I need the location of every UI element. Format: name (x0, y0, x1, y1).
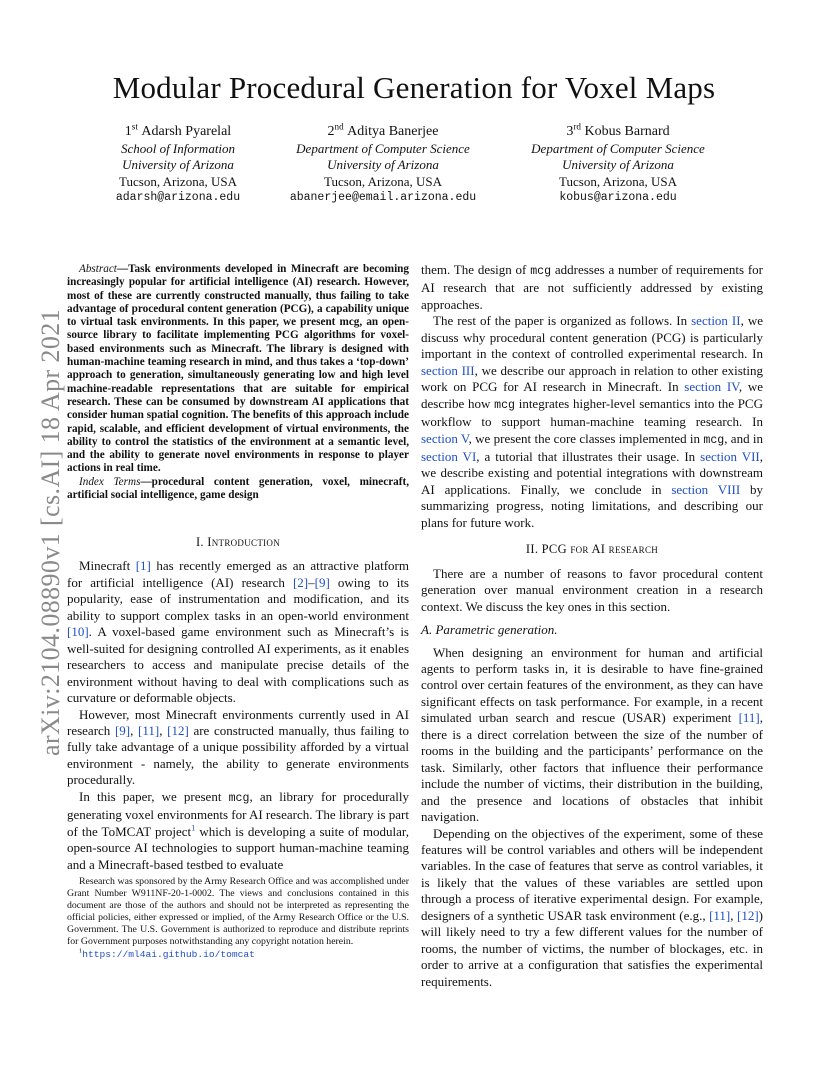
author-department: Department of Computer Science (531, 140, 705, 156)
subsection-heading: A. Parametric generation. (421, 622, 558, 638)
section-link[interactable]: section VI (421, 448, 477, 464)
paragraph (421, 645, 763, 826)
sponsor-note: Research was sponsored by the Army Research Office and was accomplished under Grant Number W911NF-20-1-0002. The views and conclusions contained in this document are those of the authors and should not be interpreted as representing the official policies, either expressed or implied, of the Army Research Office or the U.S. Government. The U.S. Government is authorized to reproduce and distribute reprints for Government purposes notwithstanding any copyright notation herein. (67, 876, 409, 947)
text-run: integrates higher-level semantics into the PCG workflow to support human-machine teaming research. In (421, 395, 763, 430)
author-ordinal: 3 (566, 124, 574, 139)
introduction-section (67, 534, 409, 873)
citation-link[interactable]: [12] (737, 907, 759, 923)
text-run: owing to its popularity, ease of instrumentation and modification, and its ability to support complex tasks in an open-world environment (67, 574, 409, 623)
author-department: School of Information (120, 140, 236, 156)
text-run: The rest of the paper is organized as follows. In (433, 313, 692, 329)
text-run: ) will likely need to try a few different values for the number of rooms, the number of victims, the number of blockages, etc. in order to arrive at a configuration that satisfies the experimental requirements. (421, 907, 764, 989)
footnote-url (67, 949, 409, 961)
author-location: Tucson, Arizona, USA (559, 173, 677, 189)
paragraph (421, 262, 763, 313)
abstract (67, 263, 409, 476)
text-run: , we describe our approach in relation to other existing work on PCG for AI research in Minecraft. In (421, 362, 764, 395)
author-block-1 (58, 121, 298, 207)
citation-link[interactable]: [9] (314, 574, 330, 590)
text-run: , (159, 722, 168, 738)
arxiv-identifier: arXiv:2104.08890v1 [cs.AI] 18 Apr 2021 (36, 308, 65, 756)
section-link[interactable]: section IV (684, 379, 739, 395)
text-run: addresses a number of requirements for AI research that are not sufficiently addressed by existing approaches. (421, 262, 763, 312)
author-ordinal-suffix: st (131, 121, 138, 132)
section-link[interactable]: section VIII (671, 481, 741, 497)
index-terms-label: Index Terms (79, 475, 141, 488)
abstract-section (67, 263, 409, 502)
text-run: When designing an environment for human and artificial agents to perform tasks in, it is desirable to have fine-grained control over certain features of the environment, as they can have significant effects on task performance. For example, in a recent simulated urban search and rescue (USAR) experiment (421, 644, 763, 726)
footnote-link[interactable]: https://ml4ai.github.io/tomcat (82, 949, 255, 960)
footnote-number: 1 (79, 947, 83, 955)
author-block-3 (498, 121, 738, 207)
citation-link[interactable]: [11] (709, 907, 731, 923)
citation-link[interactable]: [11] (138, 722, 160, 738)
text-run: are constructed manually, thus failing to fully take advantage of a unique possibility afforded by a virtual environment - namely, the ability to generate environments procedurally. (67, 722, 409, 788)
author-ordinal: 2 (327, 124, 335, 139)
text-run: , we discuss why procedural content generation (PCG) is particularly important in the context of controlled experimental research. In (421, 313, 763, 362)
section-link[interactable]: section V (421, 430, 469, 446)
paragraph (421, 313, 763, 531)
text-run: . A voxel-based game environment such as Minecraft’s is well-suited for designing controlled AI experiments, as it enables researchers to access and manipulate precise details of the environment without having to deal with complications such as curvature or deformable objects. (67, 624, 409, 706)
code-name: mcg (530, 265, 552, 278)
paragraph: There are a number of reasons to favor procedural content generation over manual environment creation in a research context. We discuss the key ones in this section. (421, 565, 763, 614)
text-run: , we describe how (421, 379, 763, 411)
text-run: , an library for procedurally generating voxel environments for AI research. The library is part of the ToMCAT project (67, 788, 409, 839)
text-run: , there is a direct correlation between the size of the number of rooms in the building and the participants’ performance on the task. Similarly, other factors that influence their performance include the number of victims, their distribution in the building, and the presence and locations of obstacles that inhibit navigation. (421, 710, 763, 825)
citation-link[interactable]: [10] (67, 624, 89, 640)
paper-title: Modular Procedural Generation for Voxel Maps (112, 70, 716, 105)
author-ordinal-suffix: nd (334, 121, 344, 132)
text-run: , we describe existing and potential integrations with downstream AI applications. Finally, we conclude in (421, 448, 763, 497)
section-link[interactable]: section III (421, 362, 475, 378)
author-name: Adarsh Pyarelal (141, 124, 232, 139)
text-run: , we present the core classes implemented in (468, 430, 704, 446)
footnote-marker[interactable]: 1 (191, 822, 196, 833)
text-run: Minecraft (79, 558, 136, 574)
author-university: University of Arizona (327, 157, 439, 172)
author-email: abanerjee@email.arizona.edu (289, 191, 477, 204)
citation-link[interactable]: [2] (292, 574, 309, 590)
citation-link[interactable]: [12] (167, 722, 189, 738)
text-run: – (308, 574, 315, 590)
text-run: Depending on the objectives of the experiment, some of these features will be control variables and others will be independent variables. In the case of features that serve as control variables, it is likely that the values of these variables are settled upon through a process of iterative experimental design. For example, designers of a synthetic USAR task environment (e.g., (421, 825, 763, 923)
author-university: University of Arizona (562, 157, 674, 172)
section-link[interactable]: section II (691, 313, 741, 329)
abstract-label: Abstract (79, 263, 117, 275)
paragraph (67, 789, 409, 873)
text-run: , and in (724, 430, 763, 446)
author-name: Kobus Barnard (584, 124, 670, 139)
code-name: mcg (228, 791, 250, 805)
author-name: Aditya Banerjee (347, 124, 439, 139)
index-terms-text: —procedural content generation, voxel, minecraft, artificial social intelligence, game design (67, 475, 409, 502)
abstract-text: —Task environments developed in Minecraft are becoming increasingly popular for artificial intelligence (AI) research. However, most of these are currently constructed manually, thus failing to take advantage of procedural content generation (PCG), a capability unique to virtual task environments. In this paper, we present mcg, an open-source library to facilitate implementing PCG algorithms for voxel-based environments such as Minecraft. The library is designed with human-machine teaming research in mind, and thus takes a ‘top-down’ approach to generation, simultaneously generating low and high level machine-readable representations that are suitable for empirical research. These can be consumed by downstream AI applications that consider human spatial cognition. The benefits of this approach include rapid, scalable, and efficient development of virtual environments, the ability to control the statistics of the environment at a semantic level, and the ability to generate novel environments in response to player actions in real time. (67, 263, 409, 475)
author-university: University of Arizona (122, 157, 234, 172)
text-run: , a tutorial that illustrates their usage. In (476, 448, 701, 464)
right-column (421, 262, 763, 990)
text-run: However, most Minecraft environments currently used in AI research (67, 706, 409, 738)
section-heading: II. PCG for AI research (525, 542, 659, 557)
text-run: by summarizing progress, noting limitations, and describing our plans for future work. (421, 481, 764, 530)
citation-link[interactable]: [1] (135, 558, 151, 574)
text-run: has recently emerged as an attractive platform for artificial intelligence (AI) research (67, 558, 409, 590)
text-run: , (730, 907, 737, 923)
author-location: Tucson, Arizona, USA (119, 173, 237, 189)
index-terms (67, 476, 409, 503)
author-ordinal-suffix: rd (573, 121, 581, 132)
footnotes (67, 876, 409, 961)
author-location: Tucson, Arizona, USA (324, 173, 442, 189)
citation-link[interactable]: [9] (114, 722, 131, 738)
author-email: adarsh@arizona.edu (115, 191, 241, 204)
author-block-2 (263, 121, 503, 207)
code-name: mcg (703, 433, 725, 447)
author-department: Department of Computer Science (296, 140, 470, 156)
paragraph (421, 826, 763, 991)
paragraph (67, 707, 409, 789)
paragraph (67, 558, 409, 706)
text-run: , (130, 722, 139, 738)
text-run: which is developing a suite of modular, open-source AI technologies to support human-machine teaming and a Minecraft-based testbed to evaluate (67, 823, 409, 872)
section-heading: I. Introduction (195, 535, 281, 549)
citation-link[interactable]: [11] (738, 710, 760, 726)
text-run: In this paper, we present (79, 788, 229, 804)
section-link[interactable]: section VII (700, 448, 760, 464)
author-email: kobus@arizona.edu (559, 191, 677, 204)
code-name: mcg (494, 398, 515, 412)
author-ordinal: 1 (124, 124, 132, 139)
text-run: them. The design of (421, 262, 531, 277)
